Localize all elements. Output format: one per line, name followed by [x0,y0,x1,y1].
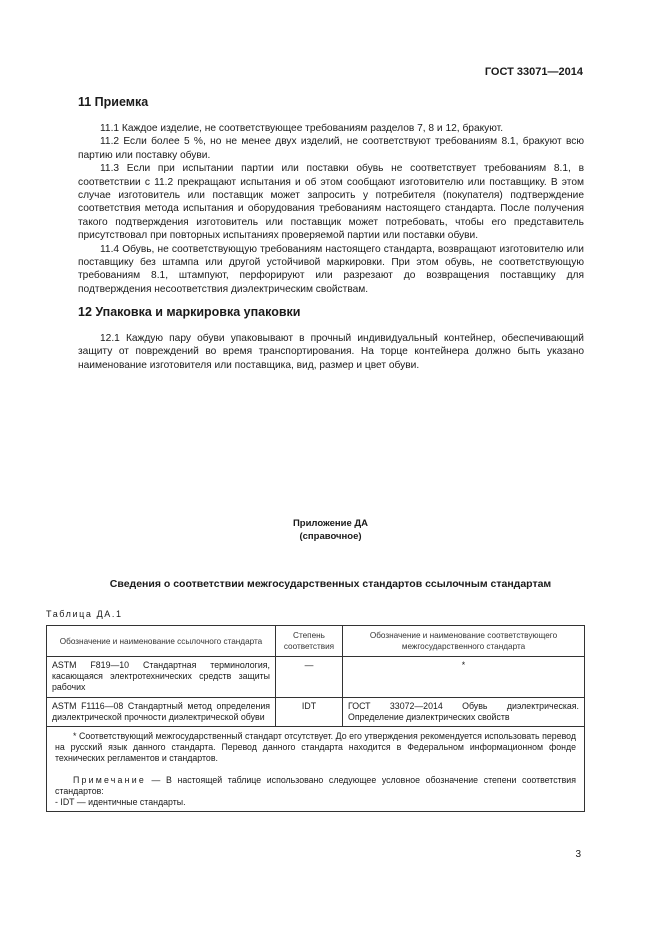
section-11-body [78,122,584,296]
paragraph-11-2: 11.2 Если более 5 %, но не менее двух изделий, не соответствуют требованиям 8.1, бракуют всю партию или поставку обуви. [78,136,584,161]
table-row [47,657,585,698]
page-number: 3 [575,849,581,860]
standard-designation: ГОСТ 33071—2014 [484,66,583,78]
cell-ref: ASTM F1116—08 Стандартный метод определения диэлектрической прочности диэлектрической обуви [47,697,276,726]
correspondence-table [46,625,585,812]
appendix-subtitle: (справочное) [299,531,362,542]
paragraph-11-3: 11.3 Если при испытании партии или поставки обувь не соответствует требованиям 8.1, в соответствии с 11.2 прекращают испытания и об этом сообщают изготовителю или поставщику. В этом случае изготовитель или поставщик может запросить у потребителя (покупателя) подтверждение соответствия метода испытания и оборудования требованиям настоящего стандарта. После получения такого подтверждения изготовитель или поставщик может потребовать, чтобы его представитель присутствовал при повторных испытаниях проверяемой партии или поставки обуви. [78,163,584,242]
cell-degree: — [276,657,343,698]
section-11-title: 11 Приемка [78,95,149,109]
appendix-heading [0,517,661,543]
note-item: - IDT — идентичные стандарты. [55,797,186,808]
table-caption: Таблица ДА.1 [46,609,123,619]
appendix-title: Приложение ДА [292,518,369,529]
cell-interstate: ГОСТ 33072—2014 Обувь диэлектрическая. Определение диэлектрических свойств [343,697,585,726]
table-footnote [47,727,585,812]
paragraph-11-1: 11.1 Каждое изделие, не соответствующее требованиям разделов 7, 8 и 12, бракуют. [100,123,504,134]
table-row [47,697,585,726]
table-header-row [47,626,585,657]
table-heading: Сведения о соответствии межгосударственных стандартов ссылочным стандартам [109,578,552,590]
cell-ref: ASTM F819—10 Стандартная терминология, касающаяся электротехнических средств защиты рабочих [47,657,276,698]
paragraph-11-4: 11.4 Обувь, не соответствующую требованиям настоящего стандарта, возвращают изготовителю или поставщику без штампа или другой устойчивой маркировки. При этом обувь, не соответствующую требованиям 8.1, штампуют, перфорируют или разрезают до возвращения поставщику для подтверждения несоответствия диэлектрическим свойствам. [78,243,584,295]
cell-degree: IDT [276,697,343,726]
note-text [55,775,576,797]
cell-interstate: * [343,657,585,698]
column-header-ref: Обозначение и наименование ссылочного стандарта [47,626,276,657]
note-label: Примечание [73,774,146,785]
table-footnote-row [47,727,585,812]
section-12-title: 12 Упаковка и маркировка упаковки [78,305,301,319]
footnote-text: * Соответствующий межгосударственный стандарт отсутствует. До его утверждения рекомендуется использовать перевод на русский язык данного стандарта. Перевод данного стандарта находится в Федеральном информационном фонде технических регламентов и стандартов. [55,731,576,764]
column-header-degree: Степень соответствия [276,626,343,657]
note-body: — В настоящей таблице использовано следующее условное обозначение степени соответствия стандартов: [55,774,576,796]
paragraph-12-1: 12.1 Каждую пару обуви упаковывают в прочный индивидуальный контейнер, обеспечивающий защиту от повреждений во время транспортирования. На торце контейнера должно быть указано наименование изготовителя или поставщика, вид, размер и цвет обуви. [78,333,584,371]
section-12-body [78,332,584,372]
column-header-interstate: Обозначение и наименование соответствующего межгосударственного стандарта [343,626,585,657]
